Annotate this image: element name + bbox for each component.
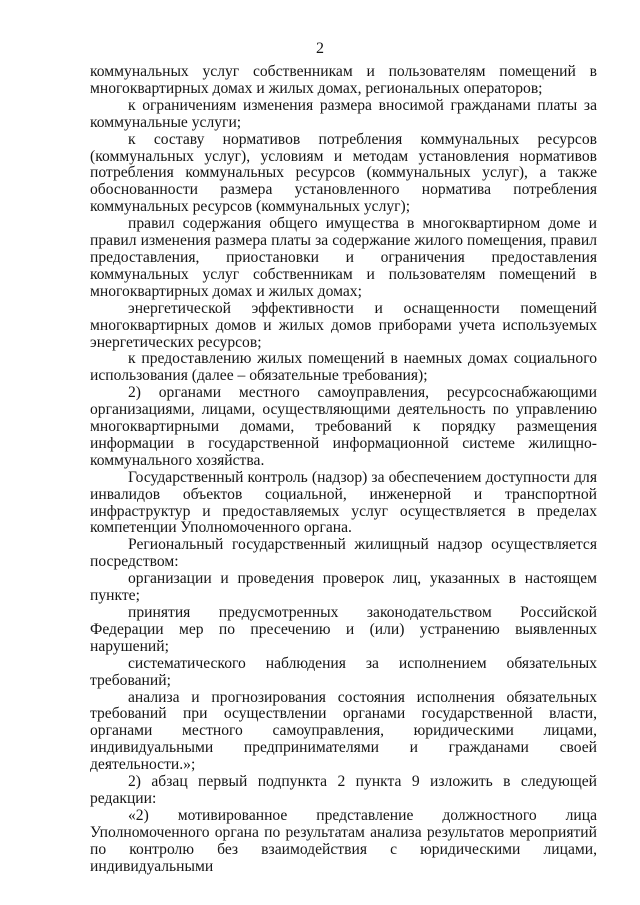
paragraph: 2) органами местного самоуправления, ресурсоснабжающими организациями, лицами, осуществляющими деятельность по управлению многоквартирными домами, требований к порядку размещения информации в государственной информационной системе жилищно-коммунального хозяйства. bbox=[90, 384, 597, 469]
paragraph: Региональный государственный жилищный надзор осуществляется посредством: bbox=[90, 536, 597, 571]
paragraph: энергетической эффективности и оснащенности помещений многоквартирных домов и жилых домов приборами учета используемых энергетических ресурсов; bbox=[90, 299, 597, 351]
page-number: 2 bbox=[316, 40, 324, 57]
paragraph: к составу нормативов потребления коммунальных ресурсов (коммунальных услуг), условиям и методам установления нормативов потребления коммунальных ресурсов (коммунальных услуг), а также обоснованности размера установленного норматива потребления коммунальных ресурсов (коммунальных услуг); bbox=[90, 130, 597, 216]
paragraph: Государственный контроль (надзор) за обеспечением доступности для инвалидов объектов социальной, инженерной и транспортной инфраструктур и предоставляемых услуг осуществляется в пределах компетенции Уполномоченного органа. bbox=[90, 468, 597, 537]
paragraph: к предоставлению жилых помещений в наемных домах социального использования (далее – обязательные требования); bbox=[90, 350, 597, 385]
document-body bbox=[90, 64, 597, 876]
paragraph: анализа и прогнозирования состояния исполнения обязательных требований при осуществлении органами государственной власти, органами местного самоуправления, юридическими лицами, индивидуальными предпринимателями и гражданами своей деятельности.»; bbox=[90, 688, 597, 774]
paragraph: систематического наблюдения за исполнением обязательных требований; bbox=[90, 654, 597, 689]
paragraph: принятия предусмотренных законодательством Российской Федерации мер по пресечению и (или) устранению выявленных нарушений; bbox=[90, 604, 597, 655]
paragraph: организации и проведения проверок лиц, указанных в настоящем пункте; bbox=[90, 570, 597, 605]
paragraph: «2) мотивированное представление должностного лица Уполномоченного органа по результатам анализа результатов мероприятий по контролю без взаимодействия с юридическими лицами, индивидуальными bbox=[90, 806, 597, 875]
paragraph: коммунальных услуг собственникам и пользователям помещений в многоквартирных домах и жилых домах, региональных операторов; bbox=[90, 63, 597, 97]
paragraph: к ограничениям изменения размера вносимой гражданами платы за коммунальные услуги; bbox=[90, 96, 597, 131]
paragraph: 2) абзац первый подпункта 2 пункта 9 изложить в следующей редакции: bbox=[90, 773, 597, 807]
paragraph: правил содержания общего имущества в многоквартирном доме и правил изменения размера платы за содержание жилого помещения, правил предоставления, приостановки и ограничения предоставления коммунальных услуг собственникам и пользователям помещений в многоквартирных домах и жилых домах; bbox=[90, 215, 597, 300]
